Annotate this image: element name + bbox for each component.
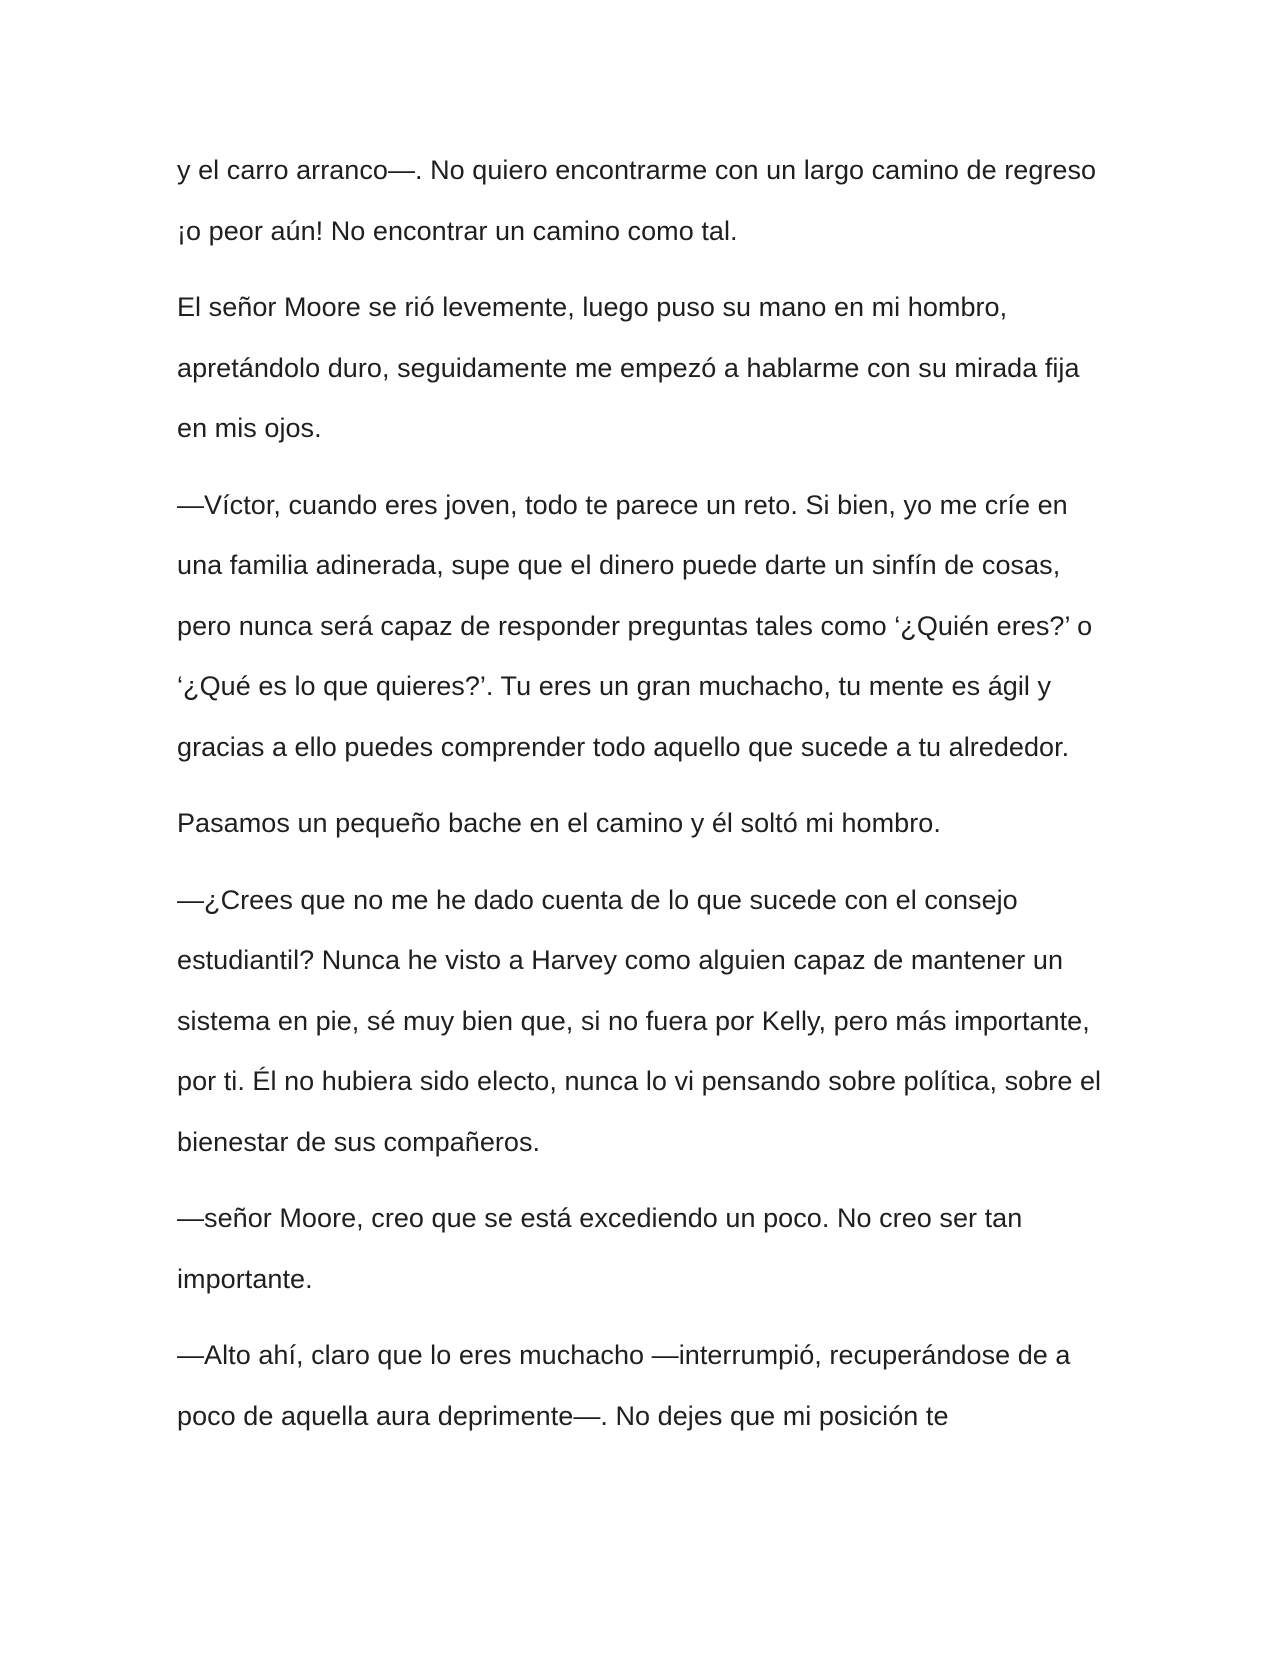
- paragraph: El señor Moore se rió levemente, luego puso su mano en mi hombro, apretándolo duro, seguidamente me empezó a hablarme con su mirada fija en mis ojos.: [177, 292, 1080, 443]
- paragraph: —Alto ahí, claro que lo eres muchacho —interrumpió, recuperándose de a poco de aquella aura deprimente—. No dejes que mi posición te: [177, 1340, 1071, 1431]
- body-text: [177, 140, 1112, 1462]
- paragraph: y el carro arranco—. No quiero encontrarme con un largo camino de regreso ¡o peor aún! No encontrar un camino como tal.: [177, 155, 1097, 246]
- paragraph: —Víctor, cuando eres joven, todo te parece un reto. Si bien, yo me críe en una familia adinerada, supe que el dinero puede darte un sinfín de cosas, pero nunca será capaz de responder preguntas tales como ‘¿Quién eres?’ o ‘¿Qué es lo que quieres?’. Tu eres un gran muchacho, tu mente es ágil y gracias a ello puedes comprender todo aquello que sucede a tu alrededor.: [177, 489, 1093, 762]
- paragraph: —¿Crees que no me he dado cuenta de lo que sucede con el consejo estudiantil? Nunca he visto a Harvey como alguien capaz de mantener un sistema en pie, sé muy bien que, si no fuera por Kelly, pero más importante, por ti. Él no hubiera sido electo, nunca lo vi pensando sobre política, sobre el bienestar de sus compañeros.: [177, 884, 1102, 1157]
- paragraph: Pasamos un pequeño bache en el camino y él soltó mi hombro.: [177, 808, 941, 838]
- paragraph: —señor Moore, creo que se está excediendo un poco. No creo ser tan importante.: [177, 1203, 1023, 1294]
